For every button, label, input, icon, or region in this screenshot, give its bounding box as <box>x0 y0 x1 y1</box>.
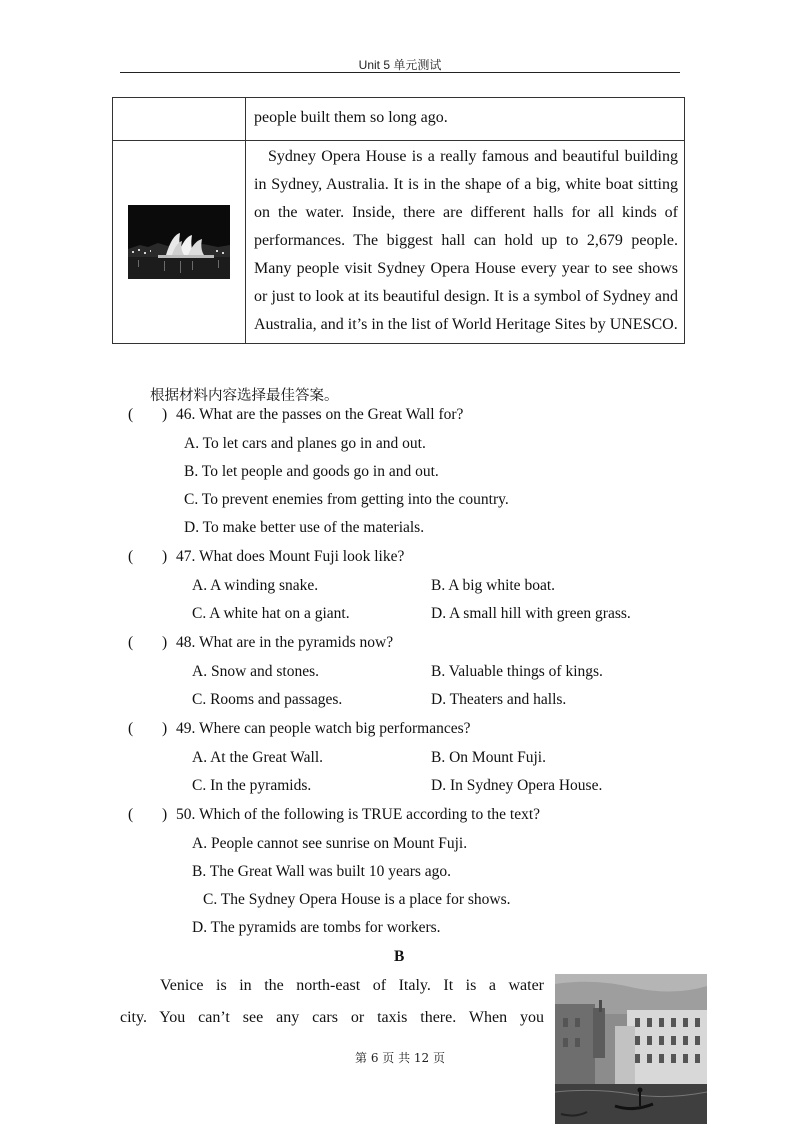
option-48-a: A. Snow and stones. <box>192 663 320 680</box>
page-header: Unit 5 单元测试 <box>358 58 442 72</box>
option-48-c: C. Rooms and passages. <box>192 691 343 708</box>
option-48-d: D. Theaters and halls. <box>431 691 567 708</box>
question-46: 46. What are the passes on the Great Wall for? <box>176 406 464 423</box>
table-row <box>113 141 685 344</box>
option-49-a: A. At the Great Wall. <box>192 749 324 766</box>
answer-paren-right: ) <box>162 548 168 565</box>
row2-text: Sydney Opera House is a really famous and beautiful building in Sydney, Australia. It is in the shape of a big, white boat sitting on the water. Inside, there are different halls for all kinds of performances. The biggest hall can hold up to 2,679 people. Many people visit Sydney Opera House every year to see shows or just to look at its beautiful design. It is a symbol of Sydney and Australia, and it’s in the list of World Heritage Sites by UNESCO. <box>246 141 685 344</box>
table-row <box>113 98 685 141</box>
image-cell-empty <box>113 98 246 141</box>
question-50: 50. Which of the following is TRUE according to the text? <box>176 806 541 823</box>
option-47-b: B. A big white boat. <box>431 577 555 594</box>
question-47: 47. What does Mount Fuji look like? <box>176 548 405 565</box>
option-50-a: A. People cannot see sunrise on Mount Fuji. <box>192 835 468 852</box>
option-49-b: B. On Mount Fuji. <box>431 749 546 766</box>
answer-paren-left: ( <box>128 406 134 423</box>
answer-paren-right: ) <box>162 806 168 823</box>
option-49-c: C. In the pyramids. <box>192 777 312 794</box>
option-46-c: C. To prevent enemies from getting into the country. <box>184 491 509 508</box>
option-46-a: A. To let cars and planes go in and out. <box>184 435 426 452</box>
page-footer: 第 6 页 共 12 页 <box>355 1051 445 1065</box>
section-b-heading: B <box>394 948 405 965</box>
option-50-c: C. The Sydney Opera House is a place for shows. <box>203 891 511 908</box>
answer-paren-left: ( <box>128 548 134 565</box>
sydney-opera-house-photo <box>128 205 230 279</box>
passage-b-line-2: city. You can’t see any cars or taxis there. When you <box>120 1009 544 1026</box>
answer-paren-left: ( <box>128 634 134 651</box>
option-47-d: D. A small hill with green grass. <box>431 605 631 622</box>
option-49-d: D. In Sydney Opera House. <box>431 777 603 794</box>
passage-b-line-1: Venice is in the north-east of Italy. It is a water <box>160 977 544 994</box>
answer-paren-left: ( <box>128 806 134 823</box>
option-47-a: A. A winding snake. <box>192 577 319 594</box>
instruction: 根据材料内容选择最佳答案。 <box>150 388 339 404</box>
option-47-c: C. A white hat on a giant. <box>192 605 350 622</box>
header-rule <box>120 72 680 73</box>
passage-table <box>112 97 685 344</box>
answer-paren-left: ( <box>128 720 134 737</box>
option-46-d: D. To make better use of the materials. <box>184 519 425 536</box>
option-48-b: B. Valuable things of kings. <box>431 663 603 680</box>
row1-text: people built them so long ago. <box>246 98 685 141</box>
image-cell <box>113 141 246 344</box>
option-50-d: D. The pyramids are tombs for workers. <box>192 919 441 936</box>
answer-paren-right: ) <box>162 720 168 737</box>
option-46-b: B. To let people and goods go in and out. <box>184 463 439 480</box>
question-49: 49. Where can people watch big performances? <box>176 720 471 737</box>
answer-paren-right: ) <box>162 634 168 651</box>
answer-paren-right: ) <box>162 406 168 423</box>
question-48: 48. What are in the pyramids now? <box>176 634 394 651</box>
option-50-b: B. The Great Wall was built 10 years ago. <box>192 863 452 880</box>
